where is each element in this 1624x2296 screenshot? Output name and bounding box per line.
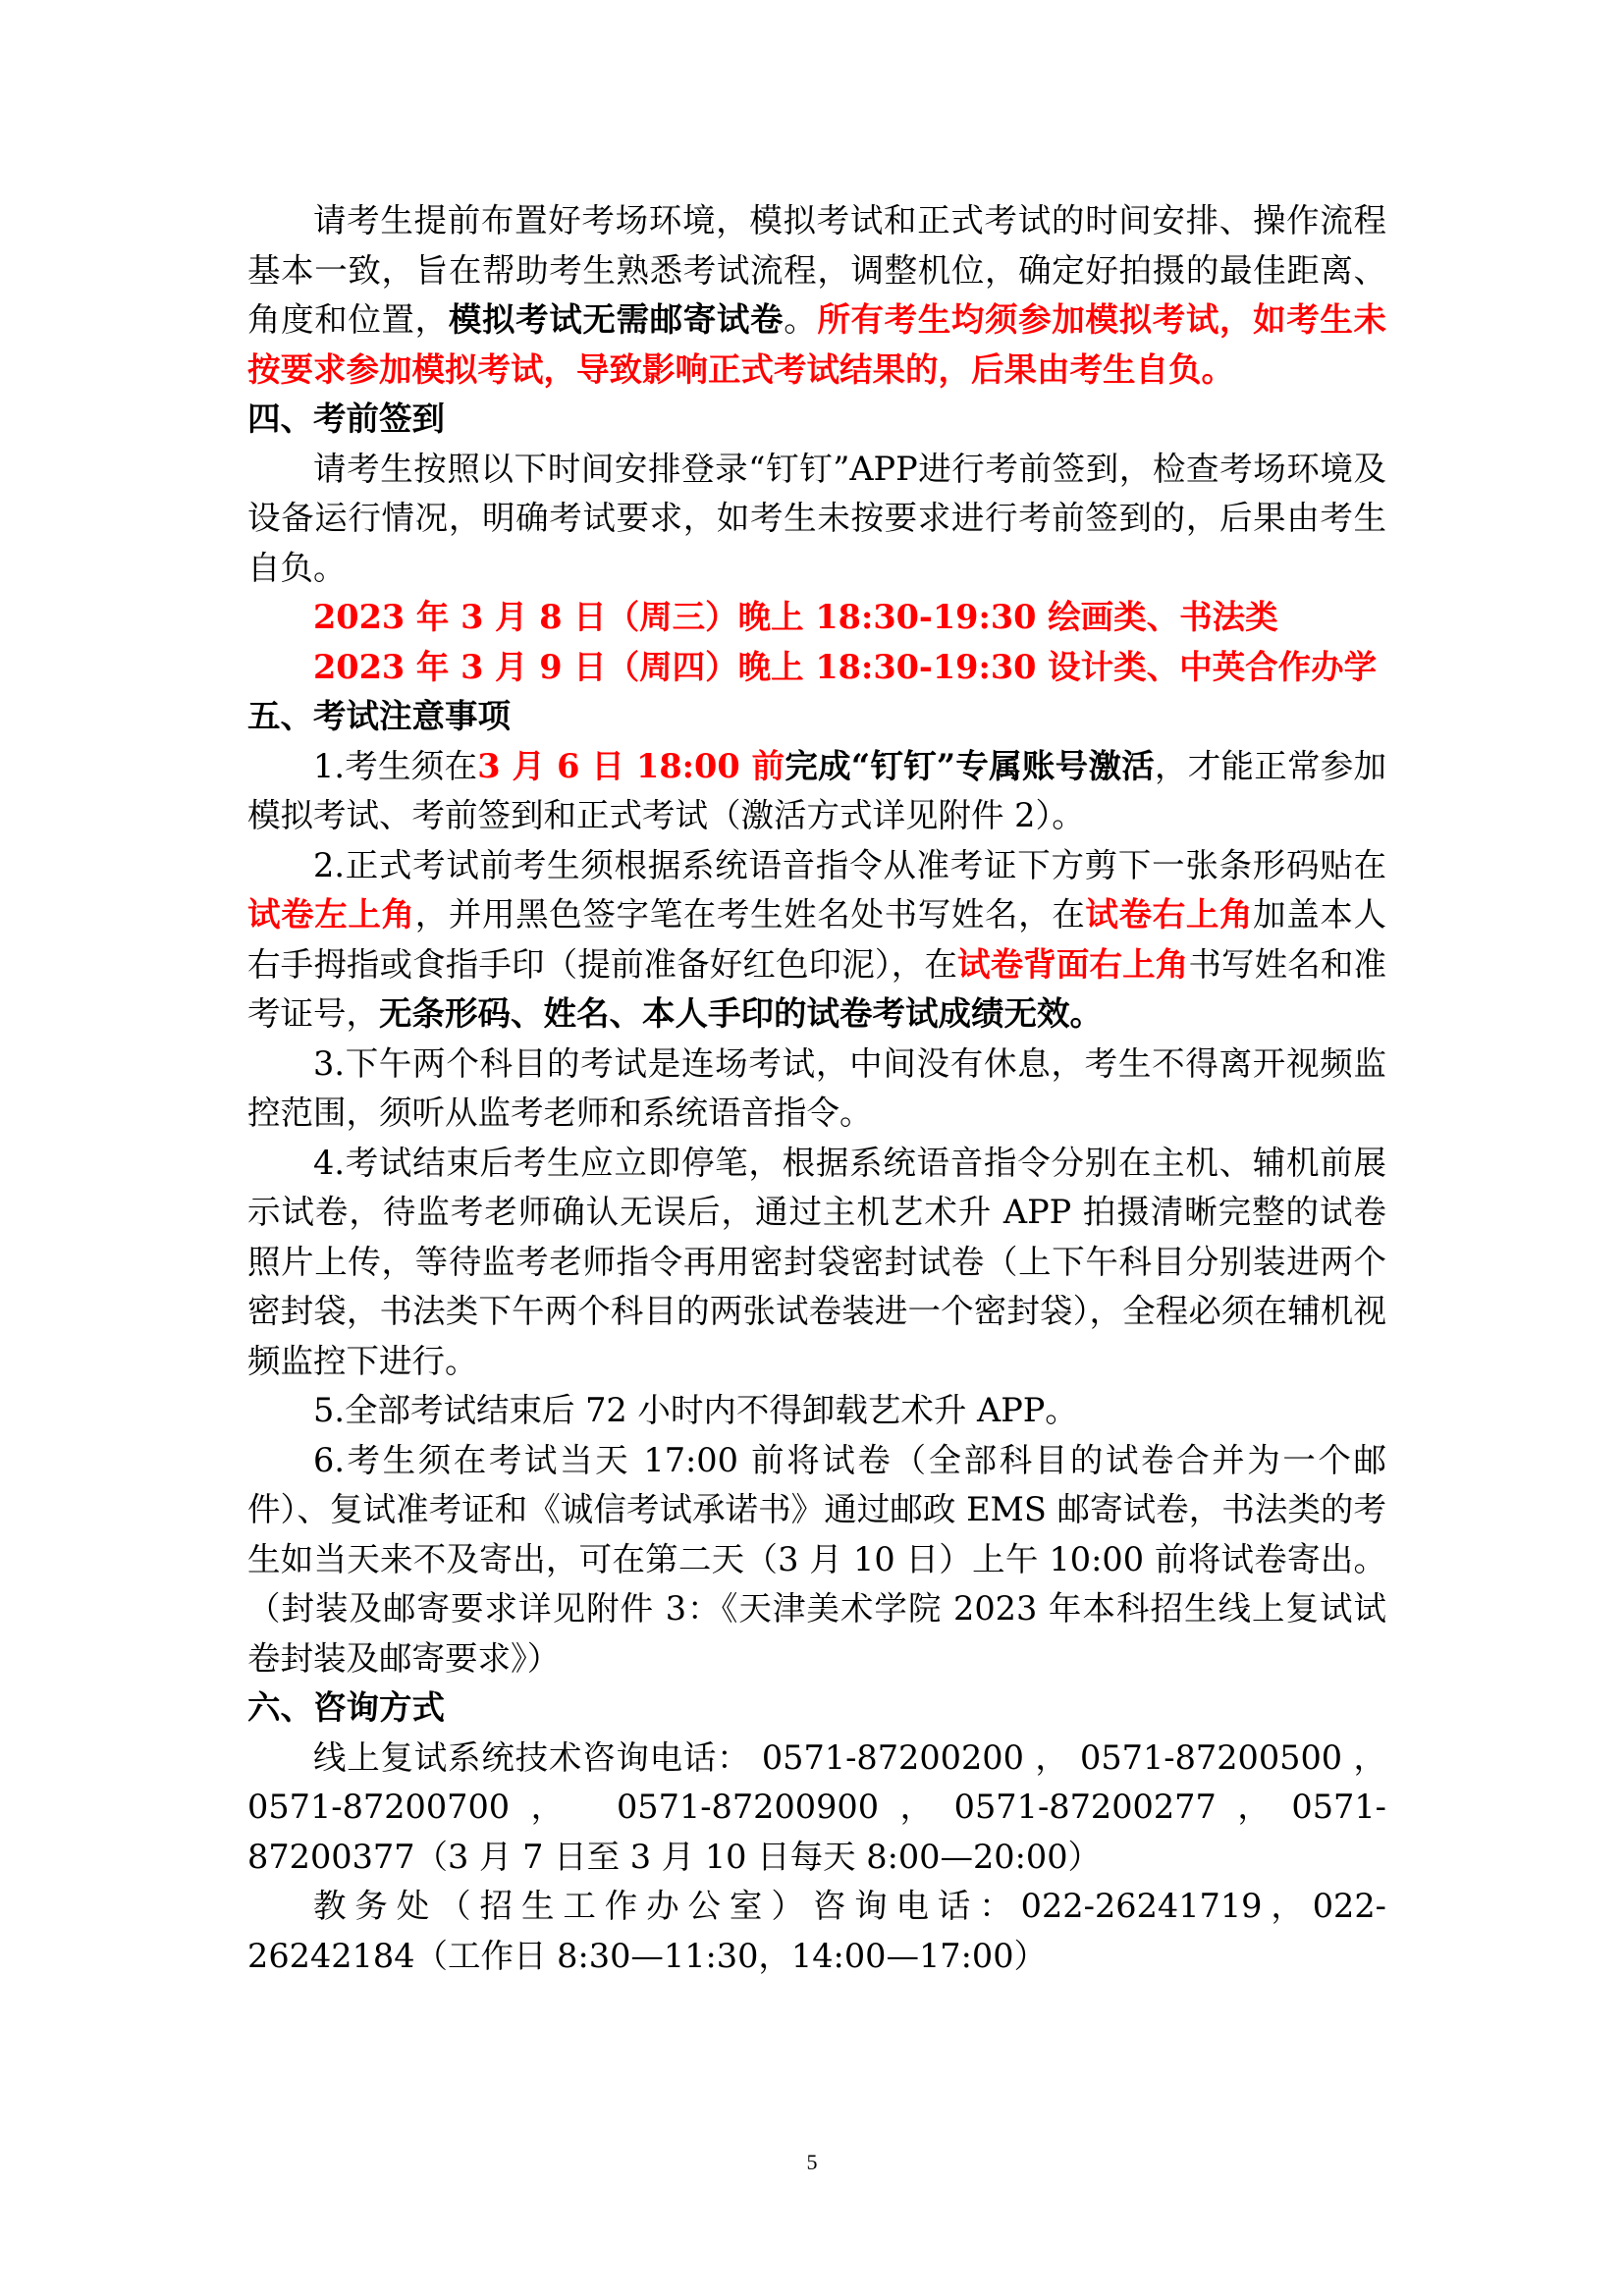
sign-in-date-1: 2023 年 3 月 8 日（周三）晚上 18:30-19:30 绘画类、书法类 [313, 598, 1278, 636]
notice-item-3: 3.下午两个科目的考试是连场考试，中间没有休息，考生不得离开视频监控范围，须听从监考老师和系统语音指令。 [247, 1043, 1386, 1132]
intro-text: 请考生提前布置好考场环境，模拟考试和正式考试的时间安排、操作流程基本一致，旨在帮助考生熟悉考试流程，调整机位，确定好拍摄的最佳距离、角度和位置， [247, 201, 1386, 339]
notice-item-2-text-d: 书写姓名和准考证号， [247, 944, 1386, 1033]
page-number: 5 [806, 2150, 818, 2174]
section-4-heading: 四、考前签到 [247, 400, 445, 438]
intro-bold-note: 模拟考试无需邮寄试卷 [448, 300, 785, 339]
notice-item-1-text-a: 1.考生须在 [313, 746, 478, 785]
notice-item-1-deadline: 3 月 6 日 18:00 前 [477, 746, 785, 785]
section-4-paragraph: 请考生按照以下时间安排登录“钉钉”APP进行考前签到，检查考场环境及设备运行情况，明确考试要求，如考生未按要求进行考前签到的，后果由考生自负。 [247, 449, 1386, 587]
section-6-heading: 六、咨询方式 [247, 1688, 445, 1727]
notice-item-1-bold: 完成“钉钉”专属账号激活 [785, 746, 1155, 785]
notice-item-2-bold: 无条形码、姓名、本人手印的试卷考试成绩无效。 [379, 994, 1103, 1033]
notice-item-2-red-1: 试卷左上角 [247, 895, 415, 934]
tech-support-line-1: 线上复试系统技术咨询电话： 0571-87200200 ， 0571-87200500 ， [313, 1737, 1386, 1777]
notice-item-4: 4.考试结束后考生应立即停笔，根据系统语音指令分别在主机、辅机前展示试卷，待监考老师确认无误后，通过主机艺术升 APP 拍摄清晰完整的试卷照片上传，等待监考老师指令再用密封袋密封试卷（上下午科目分别装进两个密封袋，书法类下午两个科目的两张试卷装进一个密封袋），全程必须在辅机视频监控下进行。 [247, 1143, 1386, 1380]
notice-item-2-text-b: ，并用黑色签字笔在考生姓名处书写姓名，在 [414, 895, 1086, 934]
notice-item-6: 6.考生须在考试当天 17:00 前将试卷（全部科目的试卷合并为一个邮件）、复试准考证和《诚信考试承诺书》通过邮政 EMS 邮寄试卷，书法类的考生如当天来不及寄出，可在第二天（3 月 10 日）上午 10:00 前将试卷寄出。（封装及邮寄要求详见附件 3：《天津美术学院 2023 年本科招生线上复试试卷封装及邮寄要求》） [247, 1440, 1386, 1678]
tech-support-line-2: 0571-87200700， 0571-87200900，0571-87200277，0571-87200377（3 月 7 日至 3 月 10 日每天 8:00—20:00） [247, 1788, 1386, 1876]
notice-item-5: 5.全部考试结束后 72 小时内不得卸载艺术升 APP。 [313, 1391, 1078, 1429]
notice-item-1-text-b: ，才能正常参加模拟考试、考前签到和正式考试（激活方式详见附件 2）。 [247, 746, 1387, 834]
notice-item-2-red-3: 试卷背面右上角 [957, 944, 1189, 984]
notice-item-2-red-2: 试卷右上角 [1085, 895, 1254, 934]
notice-item-1 [247, 742, 1386, 841]
notice-item-2-text-c: 加盖本人右手拇指或食指手印（提前准备好红色印泥），在 [247, 895, 1387, 984]
intro-period: 。 [784, 300, 818, 339]
intro-red-warning: 所有考生均须参加模拟考试，如考生未按要求参加模拟考试，导致影响正式考试结果的，后果由考生自负。 [247, 300, 1387, 389]
intro-paragraph [247, 196, 1386, 395]
notice-item-2 [247, 841, 1386, 1040]
document-body [247, 196, 1386, 1981]
section-5-heading: 五、考试注意事项 [247, 697, 511, 735]
sign-in-date-2: 2023 年 3 月 9 日（周四）晚上 18:30-19:30 设计类、中英合作办学 [313, 647, 1378, 686]
office-contact: 教务处（招生工作办公室）咨询电话：022-26241719，022-26242184（工作日 8:30—11:30，14:00—17:00） [247, 1887, 1386, 1975]
notice-item-2-text-a: 2.正式考试前考生须根据系统语音指令从准考证下方剪下一张条形码贴在 [313, 845, 1386, 884]
